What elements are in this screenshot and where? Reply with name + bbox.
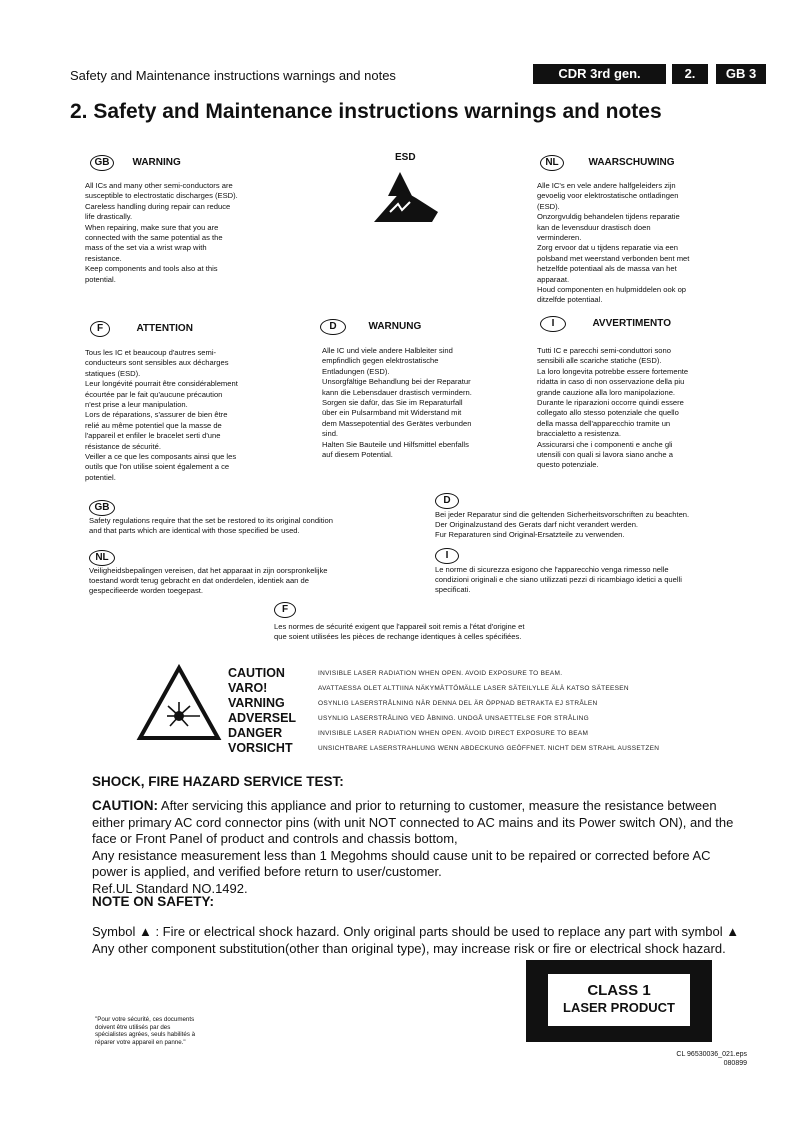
footnote: "Pour votre sécurité, ces documents doivent être utilisés par des spécialistes agrées, seuls habilités à réparer votre appareil en panne." [95, 1016, 196, 1046]
safety-note-heading: NOTE ON SAFETY: [92, 894, 215, 909]
f-warning-heading: F ATTENTION [90, 318, 193, 337]
model-tag: CDR 3rd gen. [533, 64, 666, 84]
nl-warning-heading: NL WAARSCHUWING [540, 152, 675, 171]
esd-hand-icon [372, 168, 442, 226]
f-regulation-text: Les normes de sécurité exigent que l'appareil soit remis a l'état d'origine et que soient utilisées les pièces de rechange identiques à celles spécifiées. [274, 622, 525, 642]
gb-warning-text: All ICs and many other semi-conductors are susceptible to electrostatic discharges (ESD). Careless handling during repair can reduce life drastically. When repairing, make sure that you are connected with the same potential as the mass of the set via a wrist wrap with resistance. Keep components and tools also at this potential. [85, 181, 238, 284]
laser-warning-table [228, 666, 788, 756]
laser-warning-row: DANGER INVISIBLE LASER RADIATION WHEN OPEN. AVOID DIRECT EXPOSURE TO BEAM [228, 726, 589, 740]
language-badge-gb: GB [90, 155, 114, 171]
class-label-line1: CLASS 1 [587, 982, 651, 999]
regulation-badge-nl: NL [89, 550, 115, 566]
language-badge-d: D [320, 319, 346, 335]
gb-warning-heading: GB WARNING [90, 152, 181, 171]
laser-warning-row: VARO! AVATTAESSA OLET ALTTIINA NÄKYMÄTTÖMÄLLE LASER SÄTEILYLLE ÄLÄ KATSO SÄTEESEN [228, 681, 629, 695]
d-regulation-text: Bei jeder Reparatur sind die geltenden Sicherheitsvorschriften zu beachten. Der Originalzustand des Gerats darf nicht verandert werden. Fur Reparaturen sind Original-Ersatzteile zu verwenden. [435, 510, 690, 540]
gb-regulation-text: Safety regulations require that the set be restored to its original condition and that parts which are identical with those specified be used. [89, 516, 333, 536]
figure-reference: CL 96530036_021.eps 080899 [676, 1051, 747, 1067]
running-header-title: Safety and Maintenance instructions warnings and notes [70, 68, 396, 83]
regulation-badge-i: I [435, 548, 459, 564]
page-title: 2. Safety and Maintenance instructions warnings and notes [70, 100, 662, 123]
laser-warning-row: ADVERSEL USYNLIG LASERSTRÅLING VED ÅBNING. UNDGÅ UNSAETTELSE FOR STRÅLING [228, 711, 589, 725]
laser-radiation-icon [136, 664, 222, 742]
safety-note-text: Symbol ▲ : Fire or electrical shock hazard. Only original parts should be used to replace any part with symbol ▲ Any other component substitution(other than original type), may increase risk or fire or electrical shock hazard. [92, 924, 740, 956]
chapter-tag: 2. [672, 64, 708, 84]
regulation-badge-gb: GB [89, 500, 115, 516]
shock-test-text: CAUTION: After servicing this appliance and prior to returning to customer, measure the resistance between either primary AC cord connector pins (with unit NOT connected to AC mains and its Power switch ON), and the face or Front Panel of product and controls and chassis bottom, Any resistance measurement less than 1 Megohms should cause unit to be repaired or corrected before AC power is applied, and verified before return to user/customer. Ref.UL Standard NO.1492. [92, 798, 734, 896]
esd-label: ESD [395, 152, 416, 163]
language-badge-nl: NL [540, 155, 564, 171]
nl-warning-text: Alle IC's en vele andere halfgeleiders zijn gevoelig voor elektrostatische ontladingen (ESD). Onzorgvuldig behandelen tijdens reparatie kan de levensduur drastisch doen verminderen. Zorg ervoor dat u tijdens reparatie via een polsband met weerstand verbonden bent met hetzelfde potentiaal als de massa van het apparaat. Houd componenten en hulpmiddelen ook op ditzelfde potentiaal. [537, 181, 690, 305]
nl-regulation-text: Veiligheidsbepalingen vereisen, dat het apparaat in zijn oorspronkelijke toestand wordt terug gebracht en dat onderdelen, identiek aan de gespecifieerde worden toegepast. [89, 566, 328, 596]
i-warning-text: Tutti IC e parecchi semi-conduttori sono sensibili alle scariche statiche (ESD). La loro longevita potrebbe essere fortemente ridatta in caso di non osservazione della piu grande cauzione alla loro manipolazione. Durante le riparazioni occorre quindi essere collegato allo stesso potenziale che quello della massa dell'apparecchio tramite un braccialetto a resistenza. Assicurarsi che i componenti e anche gli utensili con quali si lavora siano anche a questo potenziale. [537, 346, 689, 470]
d-warning-heading: D WARNUNG [320, 316, 421, 335]
language-badge-i: I [540, 316, 566, 332]
i-regulation-text: Le norme di sicurezza esigono che l'apparecchio venga rimesso nelle condizioni originali e che siano utilizzati pezzi di ricambiago idetici a quelli specificati. [435, 565, 682, 595]
language-badge-f: F [90, 321, 110, 337]
laser-warning-row: VORSICHT UNSICHTBARE LASERSTRAHLUNG WENN ABDECKUNG GEÖFFNET. NICHT DEM STRAHL AUSSETZEN [228, 741, 660, 755]
f-warning-text: Tous les IC et beaucoup d'autres semi- conducteurs sont sensibles aux décharges statiques (ESD). Leur longévité pourrait être considérablement écourtée par le fait qu'aucune précaution n'est prise a leur manipulation. Lors de réparations, s'assurer de bien être relié au même potentiel que la masse de l'appareil et enfiler le bracelet serti d'une résistance de sécurité. Veiller a ce que les composants ainsi que les outils que l'on utilise soient également a ce potentiel. [85, 348, 238, 482]
laser-warning-row: VARNING OSYNLIG LASERSTRÅLNING NÄR DENNA DEL ÄR ÖPPNAD BETRAKTA EJ STRÅLEN [228, 696, 598, 710]
shock-test-heading: SHOCK, FIRE HAZARD SERVICE TEST: [92, 774, 344, 789]
laser-warning-row: CAUTION INVISIBLE LASER RADIATION WHEN OPEN. AVOID EXPOSURE TO BEAM. [228, 666, 563, 680]
class-1-laser-label [526, 960, 712, 1042]
language-tag: GB 3 [716, 64, 766, 84]
class-label-line2: LASER PRODUCT [563, 1000, 675, 1015]
d-warning-text: Alle IC und viele andere Halbleiter sind empfindlich gegen elektrostatische Entladungen (ESD). Unsorgfältige Behandlung bei der Reparatur kann die Lebensdauer drastisch vermindern. Sorgen sie dafür, das Sie im Reparaturfall über ein Pulsarmband mit Widerstand mit dem Massepotential des Gerätes verbunden sind. Halten Sie Bauteile und Hilfsmittel ebenfalls auf diesem Potential. [322, 346, 472, 460]
regulation-badge-d: D [435, 493, 459, 509]
i-warning-heading: I AVVERTIMENTO [540, 313, 671, 332]
regulation-badge-f: F [274, 602, 296, 618]
